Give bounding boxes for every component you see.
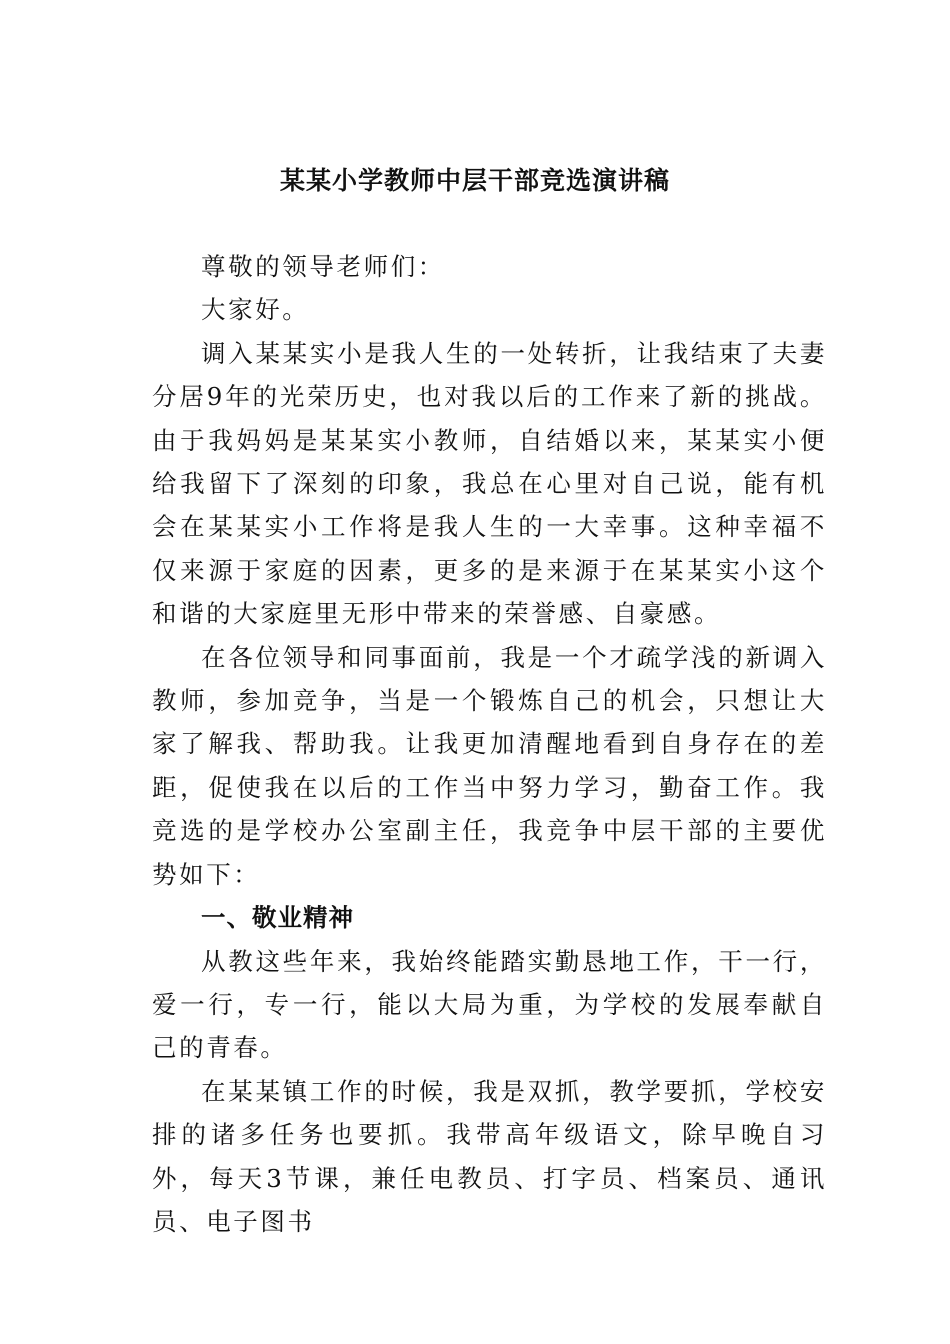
document-title: 某某小学教师中层干部竞选演讲稿 (279, 166, 670, 195)
greeting: 大家好。 (201, 295, 310, 325)
section-heading-dedication: 一、敬业精神 (201, 903, 354, 933)
document-body (152, 245, 827, 1243)
paragraph-dedication: 从教这些年来，我始终能踏实勤恳地工作，干一行，爱一行，专一行，能以大局为重，为学校的发展奉献自己的青春。 (152, 946, 827, 1063)
salutation: 尊敬的领导老师们： (201, 252, 445, 281)
paragraph-work-history: 在某某镇工作的时候，我是双抓，教学要抓，学校安排的诸多任务也要抓。我带高年级语文，除早晚自习外，每天3节课，兼任电教员、打字员、档案员、通讯员、电子图书 (152, 1076, 827, 1236)
paragraph-transfer: 调入某某实小是我人生的一处转折，让我结束了夫妻分居9年的光荣历史，也对我以后的工作来了新的挑战。由于我妈妈是某某实小教师，自结婚以来，某某实小便给我留下了深刻的印象，我总在心里对自己说，能有机会在某某实小工作将是我人生的一大幸事。这种幸福不仅来源于家庭的因素，更多的是来源于在某某实小这个和谐的大家庭里无形中带来的荣誉感、自豪感。 (152, 338, 827, 629)
paragraph-candidacy: 在各位领导和同事面前，我是一个才疏学浅的新调入教师，参加竞争，当是一个锻炼自己的机会，只想让大家了解我、帮助我。让我更加清醒地看到自身存在的差距，促使我在以后的工作当中努力学习，勤奋工作。我竞选的是学校办公室副主任，我竞争中层干部的主要优势如下： (152, 642, 827, 889)
